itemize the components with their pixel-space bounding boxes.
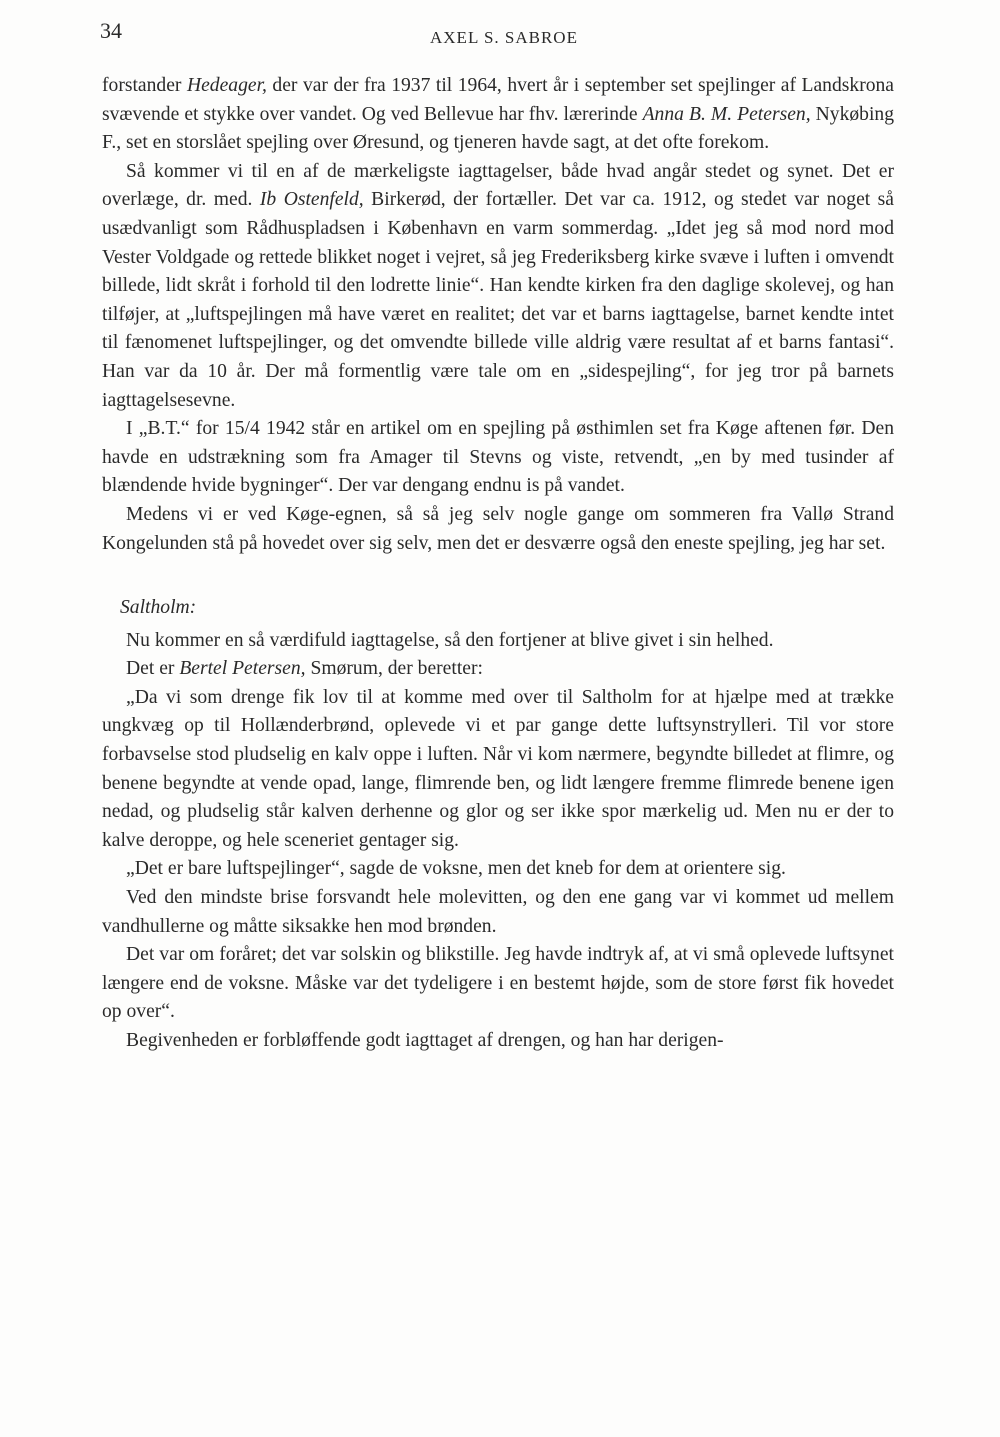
text-run: der var der fra 1937 til 1964, hvert år i september set spejlinger af Landskrona svævende et stykke over vandet. Og ved Bellevue har fhv. lærerinde [102,75,895,125]
paragraph: „Da vi som drenge fik lov til at komme med over til Saltholm for at hjælpe med at trække ungkvæg op til Hollænderbrønd, oplevede vi et par gange dette luftsynstrylleri. Til vor store forbavselse stod pludselig en kalv oppe i luften. Når vi kom nærmere, begyndte billedet at flimre, og benene begyndte at vende opad, lange, flimrende ben, og lidt længere fremme flimrede benene igen nedad, og pludselig står kalven derhenne og glor og ser ikke spor mærkelig ud. Men nu er der to kalve deroppe, og hele sceneriet gentager sig. [102,686,894,851]
paragraph: Begivenheden er forbløffende godt iagttaget af drengen, og han har derigen- [126,1030,724,1051]
section-heading: Saltholm: [120,597,197,619]
paragraph [102,72,894,158]
italic-name: Ib Ostenfeld, [259,189,364,211]
paragraph: Det var om foråret; det var solskin og blikstille. Jeg havde indtryk af, at vi små oplevede luftsynet længere end de voksne. Måske var det tydeligere i en bestemt højde, som de store først fik hovedet op over“. [102,944,894,1023]
paragraph: Ved den mindste brise forsvandt hele molevitten, og den ene gang var vi kommet ud mellem vandhullerne og måtte siksakke hen mod brønden. [102,887,894,937]
paragraph: Medens vi er ved Køge-egnen, så så jeg selv nogle gange om sommeren fra Vallø Strand Kongelunden stå på hovedet over sig selv, men det er desværre også den eneste spejling, jeg har set. [102,503,894,554]
text-run: Smørum, der beretter: [305,658,483,680]
text-run: Det er [126,658,180,680]
body-text [102,72,894,1056]
italic-name: Hedeager, [186,75,267,96]
page-number: 34 [100,18,122,43]
text-run: forstander [102,75,187,96]
text-run: Så kommer vi til en af de mærkeligste iagttagelser, både hvad angår stedet og synet. Det er overlæge, dr. med. [102,160,894,211]
text-run: Birkerød, der fortæller. Det var ca. 1912, og stedet var noget så usædvanligt som Rådhuspladsen i København en varm sommerdag. „Idet jeg så mod nord mod Vester Voldgade og rettede blikket noget i vejret, så jeg Frederiksberg kirke svæve i luften i omvendt billede, lidt skråt i forhold til den lodrette linie“. Han kendte kirken fra den daglige skolevej, og han tilføjer, at „luftspejlingen må have været en realitet; det var et barns iagttagelse, barnet kendte intet til fænomenet luftspejlinger, og det omvendte billede ville aldrig være resultat af et barns fantasi“. Han var da 10 år. Der må formentlig være tale om en „sidespejling“, for jeg tror på barnets iagttagelsesevne. [102,189,894,411]
paragraph: „Det er bare luftspejlinger“, sagde de voksne, men det kneb for dem at orientere sig. [126,858,786,880]
running-head: AXEL S. SABROE [430,28,578,47]
paragraph: I „B.T.“ for 15/4 1942 står en artikel om en spejling på østhimlen set fra Køge aftenen før. Den havde en udstrækning som fra Amager til Stevns og viste, retvendt, „en by med tusinder af blændende hvide bygninger“. Der var dengang endnu is på vandet. [102,418,894,497]
italic-name: Bertel Petersen, [179,658,306,680]
paragraph: Nu kommer en så værdifuld iagttagelse, så den fortjener at blive givet i sin helhed. [126,629,774,651]
paragraph [102,655,894,684]
italic-name: Anna B. M. Petersen, [642,103,811,125]
paragraph [102,158,894,415]
page-header [100,18,900,58]
text-run: Nykøbing F., set en storslået spejling over Øresund, og tjeneren havde sagt, at det ofte forekom. [102,103,895,154]
